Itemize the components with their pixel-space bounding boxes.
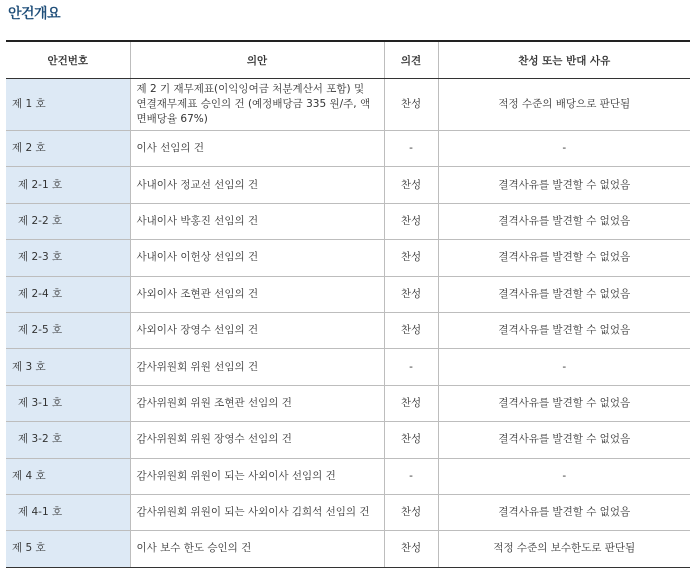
agenda-no-cell: 제 3-1 호 — [6, 385, 130, 421]
agenda-no-cell: 제 5 호 — [6, 531, 130, 567]
opinion-cell: 찬성 — [384, 203, 438, 239]
header-reason: 찬성 또는 반대 사유 — [438, 41, 690, 79]
agenda-no-cell: 제 2 호 — [6, 131, 130, 167]
header-agenda-no: 안건번호 — [6, 41, 130, 79]
table-row — [6, 494, 690, 530]
table-row — [6, 385, 690, 421]
table-row — [6, 312, 690, 348]
opinion-cell: 찬성 — [384, 276, 438, 312]
agenda-no-cell: 제 1 호 — [6, 79, 130, 131]
reason-cell: 결격사유를 발견할 수 없었음 — [438, 422, 690, 458]
agenda-no-cell: 제 2-5 호 — [6, 312, 130, 348]
agenda-title-cell: 사외이사 조현관 선임의 건 — [130, 276, 384, 312]
reason-cell: 적정 수준의 배당으로 판단됨 — [438, 79, 690, 131]
table-row — [6, 531, 690, 567]
agenda-title-cell: 사내이사 이헌상 선임의 건 — [130, 240, 384, 276]
agenda-no-cell: 제 2-3 호 — [6, 240, 130, 276]
agenda-no-cell: 제 2-1 호 — [6, 167, 130, 203]
agenda-title-cell: 사외이사 장영수 선임의 건 — [130, 312, 384, 348]
opinion-cell: - — [384, 131, 438, 167]
table-row — [6, 458, 690, 494]
reason-cell: 결격사유를 발견할 수 없었음 — [438, 276, 690, 312]
table-row — [6, 240, 690, 276]
agenda-table — [6, 40, 690, 568]
agenda-title-cell: 감사위원회 위원이 되는 사외이사 김희석 선임의 건 — [130, 494, 384, 530]
agenda-no-cell: 제 3 호 — [6, 349, 130, 385]
opinion-cell: 찬성 — [384, 240, 438, 276]
agenda-no-cell: 제 4-1 호 — [6, 494, 130, 530]
agenda-no-cell: 제 2-2 호 — [6, 203, 130, 239]
agenda-title-cell: 사내이사 박홍진 선임의 건 — [130, 203, 384, 239]
agenda-no-cell: 제 4 호 — [6, 458, 130, 494]
table-row — [6, 422, 690, 458]
agenda-title-cell: 감사위원회 위원 조현관 선임의 건 — [130, 385, 384, 421]
opinion-cell: 찬성 — [384, 494, 438, 530]
table-row — [6, 79, 690, 131]
opinion-cell: 찬성 — [384, 531, 438, 567]
table-row — [6, 203, 690, 239]
agenda-title-cell: 이사 보수 한도 승인의 건 — [130, 531, 384, 567]
header-agenda-title: 의안 — [130, 41, 384, 79]
reason-cell: - — [438, 458, 690, 494]
table-row — [6, 349, 690, 385]
reason-cell: - — [438, 131, 690, 167]
opinion-cell: 찬성 — [384, 79, 438, 131]
reason-cell: - — [438, 349, 690, 385]
agenda-title-cell: 제 2 기 재무제표(이익잉여금 처분계산서 포함) 및 연결재무제표 승인의 건 (예정배당금 335 원/주, 액면배당율 67%) — [130, 79, 384, 131]
reason-cell: 결격사유를 발견할 수 없었음 — [438, 385, 690, 421]
table-row — [6, 167, 690, 203]
agenda-no-cell: 제 2-4 호 — [6, 276, 130, 312]
opinion-cell: 찬성 — [384, 385, 438, 421]
opinion-cell: 찬성 — [384, 312, 438, 348]
agenda-title-cell: 이사 선임의 건 — [130, 131, 384, 167]
reason-cell: 결격사유를 발견할 수 없었음 — [438, 203, 690, 239]
opinion-cell: 찬성 — [384, 167, 438, 203]
agenda-title-cell: 사내이사 정교선 선임의 건 — [130, 167, 384, 203]
reason-cell: 결격사유를 발견할 수 없었음 — [438, 240, 690, 276]
header-opinion: 의견 — [384, 41, 438, 79]
section-title: 안건개요 — [8, 6, 61, 22]
agenda-no-cell: 제 3-2 호 — [6, 422, 130, 458]
table-header-row — [6, 41, 690, 79]
reason-cell: 결격사유를 발견할 수 없었음 — [438, 312, 690, 348]
opinion-cell: 찬성 — [384, 422, 438, 458]
table-row — [6, 276, 690, 312]
opinion-cell: - — [384, 458, 438, 494]
opinion-cell: - — [384, 349, 438, 385]
reason-cell: 결격사유를 발견할 수 없었음 — [438, 167, 690, 203]
reason-cell: 결격사유를 발견할 수 없었음 — [438, 494, 690, 530]
table-row — [6, 131, 690, 167]
agenda-title-cell: 감사위원회 위원 선임의 건 — [130, 349, 384, 385]
agenda-title-cell: 감사위원회 위원 장영수 선임의 건 — [130, 422, 384, 458]
agenda-title-cell: 감사위원회 위원이 되는 사외이사 선임의 건 — [130, 458, 384, 494]
reason-cell: 적정 수준의 보수한도로 판단됨 — [438, 531, 690, 567]
